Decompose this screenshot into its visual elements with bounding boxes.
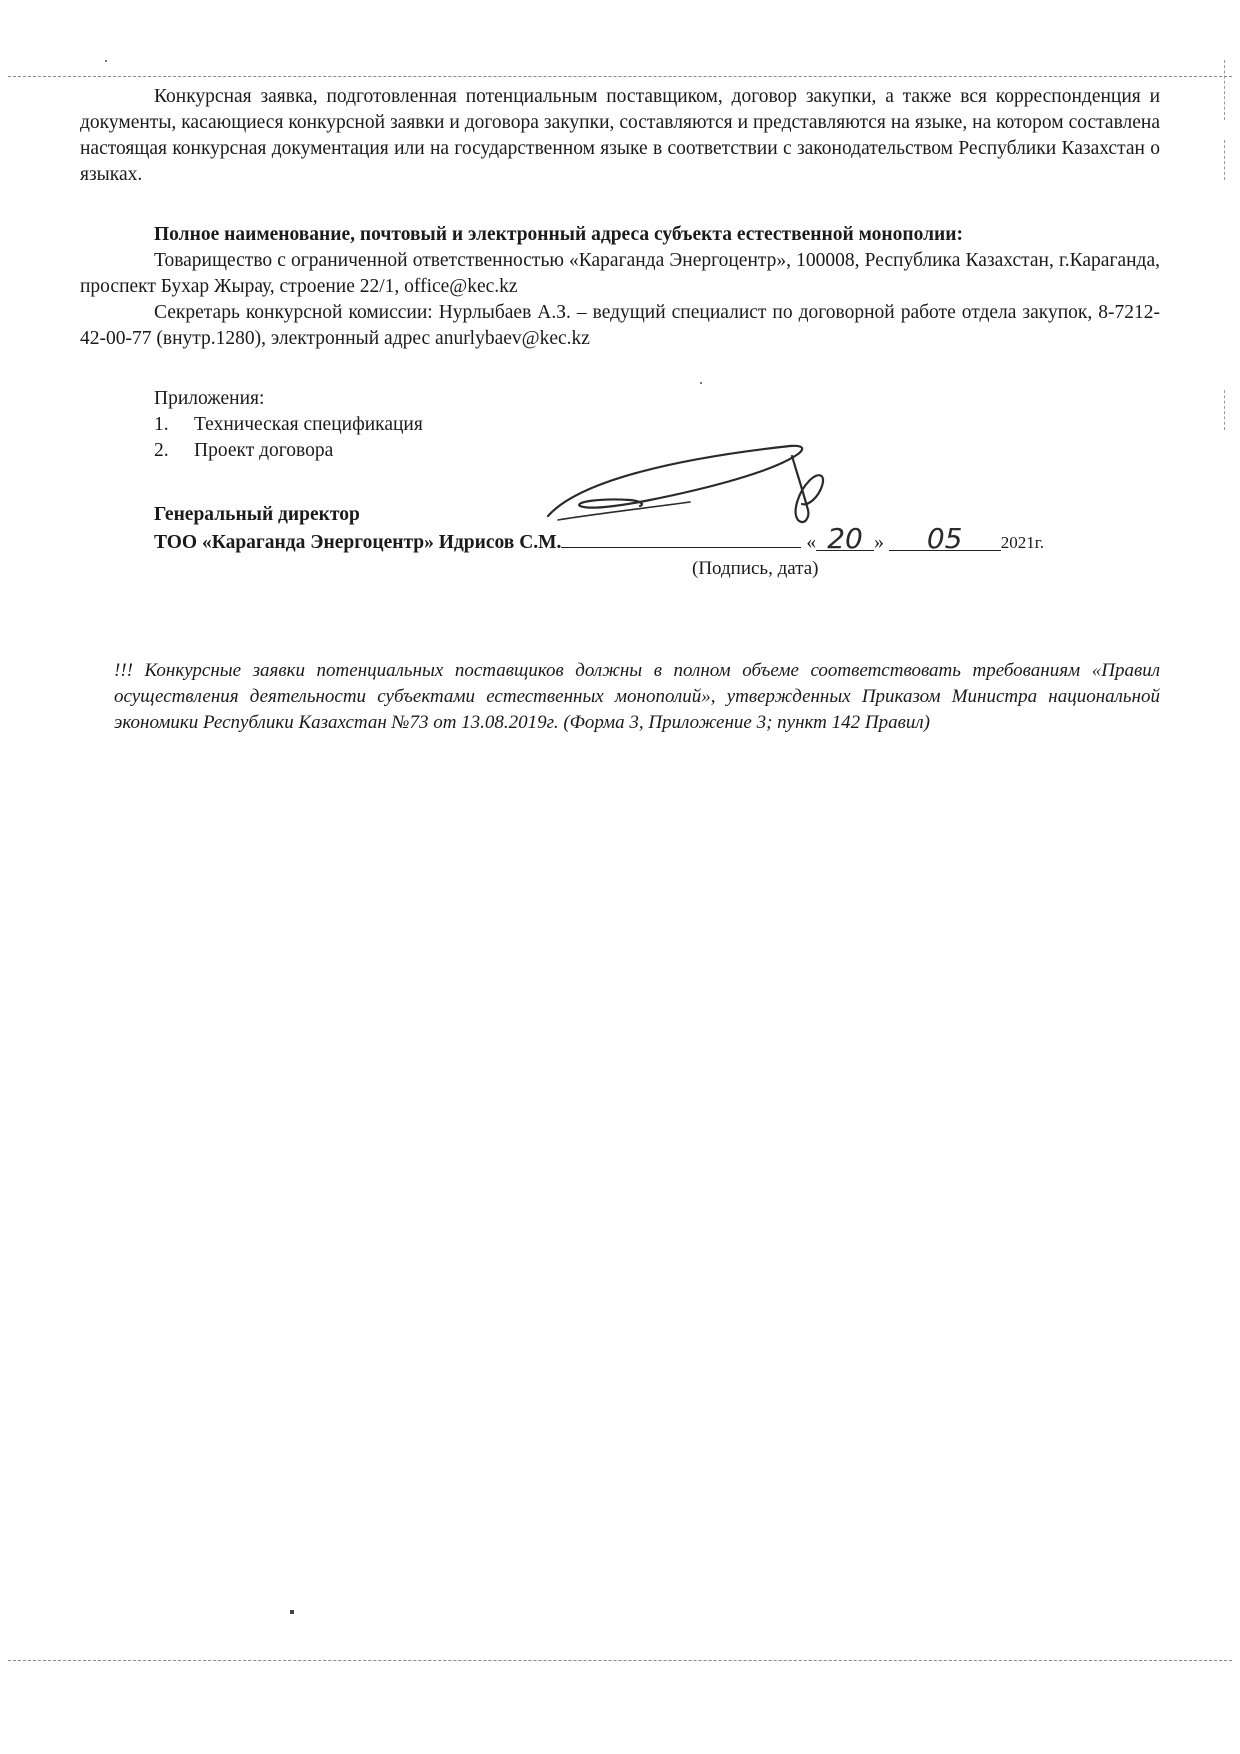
- intro-paragraph: Конкурсная заявка, подготовленная потенциальным поставщиком, договор закупки, а также вся корреспонденция и документы, касающиеся конкурсной заявки и договора закупки, составляются и представляются на языке, на котором составлена настоящая конкурсная документация или на государственном языке в соответствии с законодательством Республики Казахстан о языках.: [80, 86, 1160, 185]
- signature-caption: (Подпись, дата): [692, 558, 819, 579]
- annex-label: Проект договора: [194, 440, 334, 461]
- entity-heading: Полное наименование, почтовый и электронный адреса субъекта естественной монополии:: [154, 224, 963, 245]
- date-day: 20: [816, 528, 874, 551]
- scan-edge-mark: [1224, 60, 1225, 120]
- signature-line: [561, 529, 801, 548]
- annex-number: 2.: [154, 440, 169, 461]
- document-body: [80, 84, 1160, 464]
- signature-block: [154, 502, 1154, 579]
- entity-address: Товарищество с ограниченной ответственностью «Караганда Энергоцентр», 100008, Республика Казахстан, г.Караганда, проспект Бухар Жырау, строение 22/1, office@kec.kz: [80, 250, 1160, 297]
- spacer: [80, 352, 1160, 386]
- date-year: 2021г.: [1000, 533, 1044, 552]
- signatory-org-name: ТОО «Караганда Энергоцентр» Идрисов С.М.: [154, 532, 562, 553]
- scan-top-border: [8, 76, 1232, 77]
- annex-label: Техническая спецификация: [194, 414, 423, 435]
- compliance-notice: !!! Конкурсные заявки потенциальных поставщиков должны в полном объеме соответствовать требованиям «Правил осуществления деятельности субъектами естественных монополий», утвержденных Приказом Министра национальной экономики Республики Казахстан №73 от 13.08.2019г. (Форма 3, Приложение 3; пункт 142 Правил): [114, 660, 1160, 733]
- date-quote-open: «: [806, 532, 817, 553]
- signatory-row: [154, 522, 1154, 556]
- annex-item: [80, 412, 1160, 438]
- signatory-position: Генеральный директор: [154, 504, 360, 525]
- scan-bottom-border: [8, 1660, 1232, 1661]
- annexes-title: Приложения:: [154, 388, 265, 409]
- scan-edge-mark: [1224, 390, 1225, 430]
- date-month: 05: [889, 528, 1001, 551]
- scan-speck: [290, 1610, 294, 1614]
- date-quote-close: »: [874, 532, 884, 553]
- commission-secretary: Секретарь конкурсной комиссии: Нурлыбаев А.З. – ведущий специалист по договорной работе отдела закупок, 8-7212-42-00-77 (внутр.1280), электронный адрес anurlybaev@kec.kz: [80, 302, 1160, 349]
- annex-number: 1.: [154, 414, 169, 435]
- spacer: [80, 188, 1160, 222]
- scan-speck: [700, 382, 702, 384]
- scan-speck: [105, 60, 107, 62]
- scan-edge-mark: [1224, 140, 1225, 180]
